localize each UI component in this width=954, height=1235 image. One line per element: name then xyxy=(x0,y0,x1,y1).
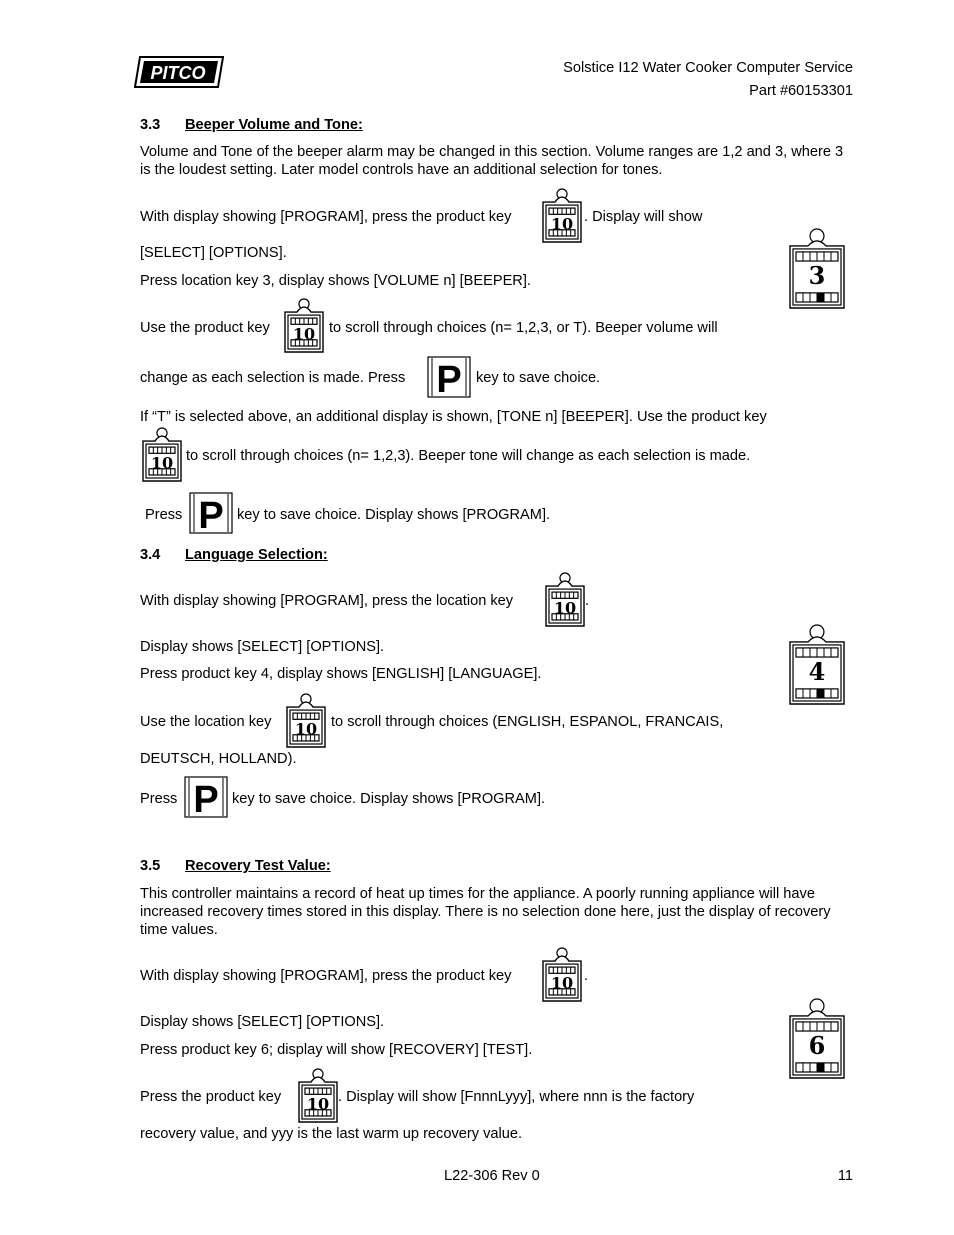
key-label: P xyxy=(193,779,219,818)
product-key-icon xyxy=(541,947,583,1003)
location-key-icon xyxy=(544,572,586,628)
program-key-icon xyxy=(184,776,228,818)
key-label: 6 xyxy=(808,1030,826,1060)
s33-line5a: change as each selection is made. Press xyxy=(140,370,406,386)
s35-line2: Display shows [SELECT] [OPTIONS]. xyxy=(140,1014,385,1030)
s33-line6: If “T” is selected above, an additional display is shown, [TONE n] [BEEPER]. Use the product key xyxy=(140,409,767,425)
s34-line4b: to scroll through choices (ENGLISH, ESPANOL, FRANCAIS, xyxy=(331,714,724,730)
s33-line7: to scroll through choices (n= 1,2,3). Beeper tone will change as each selection is made. xyxy=(186,448,751,464)
location-key-3-icon xyxy=(788,228,846,310)
key-label: 10 xyxy=(150,453,174,473)
doc-title: Solstice I12 Water Cooker Computer Service xyxy=(563,60,853,76)
program-key-icon xyxy=(427,356,471,398)
key-label: P xyxy=(436,359,462,398)
s33-line3: Press location key 3, display shows [VOLUME n] [BEEPER]. xyxy=(140,273,531,289)
s34-line1a: With display showing [PROGRAM], press the location key xyxy=(140,593,514,609)
s35-line1a: With display showing [PROGRAM], press the product key xyxy=(140,968,512,984)
s33-line1b: . Display will show xyxy=(584,209,703,225)
s34-line4a: Use the location key xyxy=(140,714,272,730)
section-3-5-intro: This controller maintains a record of heat up times for the appliance. A poorly running appliance will have increased recovery times stored in this display. There is no selection done here, just the display of recovery time values. xyxy=(140,886,831,938)
s35-line5: recovery value, and yyy is the last warm up recovery value. xyxy=(140,1126,523,1142)
s33-line5b: key to save choice. xyxy=(476,370,601,386)
section-3-4-heading: 3.4 Language Selection: xyxy=(140,547,328,563)
key-label: 10 xyxy=(550,973,574,993)
product-key-icon xyxy=(297,1068,339,1124)
s33-line4a: Use the product key xyxy=(140,320,270,336)
s35-line4b: . Display will show [FnnnLyyy], where nnn is the factory xyxy=(338,1089,695,1105)
key-label: 10 xyxy=(306,1094,330,1114)
section-3-3-intro: Volume and Tone of the beeper alarm may be changed in this section. Volume ranges are 1,2 and 3, where 3 is the loudest setting. Later model controls have an additional selection for tones. xyxy=(140,144,844,178)
section-3-3-heading: 3.3 Beeper Volume and Tone: xyxy=(140,117,363,133)
key-label: 3 xyxy=(808,260,826,290)
s34-line2: Display shows [SELECT] [OPTIONS]. xyxy=(140,639,385,655)
section-3-5-heading: 3.5 Recovery Test Value: xyxy=(140,858,331,874)
page-number: 11 xyxy=(837,1168,853,1184)
s35-line4a: Press the product key xyxy=(140,1089,282,1105)
s34-line6a: Press xyxy=(140,791,178,807)
product-key-4-icon xyxy=(788,624,846,706)
s34-line1b: . xyxy=(585,593,590,609)
key-label: P xyxy=(198,495,224,534)
key-label: 10 xyxy=(550,214,574,234)
product-key-icon xyxy=(283,298,325,354)
program-key-icon xyxy=(189,492,233,534)
s33-line8b: key to save choice. Display shows [PROGRAM]. xyxy=(237,507,551,523)
s33-line8a: Press xyxy=(145,507,183,523)
s34-line3: Press product key 4, display shows [ENGLISH] [LANGUAGE]. xyxy=(140,666,542,682)
key-label: 10 xyxy=(294,719,318,739)
s34-line5: DEUTSCH, HOLLAND). xyxy=(140,751,297,767)
key-label: 10 xyxy=(292,324,316,344)
location-key-icon xyxy=(285,693,327,749)
s33-line4b: to scroll through choices (n= 1,2,3, or T). Beeper volume will xyxy=(329,320,718,336)
product-key-icon xyxy=(141,427,183,483)
key-label: 4 xyxy=(808,656,826,686)
s33-line1a: With display showing [PROGRAM], press the product key xyxy=(140,209,512,225)
pitco-logo xyxy=(134,56,224,92)
key-label: 10 xyxy=(553,598,577,618)
s34-line6b: key to save choice. Display shows [PROGRAM]. xyxy=(232,791,546,807)
product-key-icon xyxy=(541,188,583,244)
svg-text:PITCO: PITCO xyxy=(150,63,206,83)
part-number: Part #60153301 xyxy=(749,83,853,99)
s35-line1b: . xyxy=(584,968,589,984)
footer-doc-number: L22-306 Rev 0 xyxy=(444,1168,540,1184)
s33-line2: [SELECT] [OPTIONS]. xyxy=(140,245,287,261)
product-key-6-icon xyxy=(788,998,846,1080)
s35-line3: Press product key 6; display will show [RECOVERY] [TEST]. xyxy=(140,1042,533,1058)
